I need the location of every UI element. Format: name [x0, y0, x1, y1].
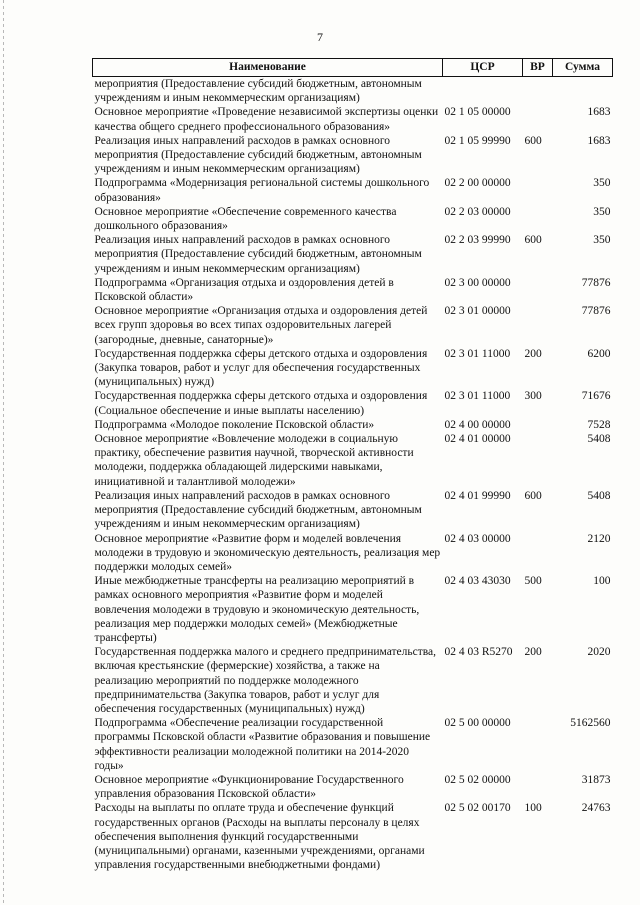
table-row	[93, 205, 613, 233]
cell-sum: 71676	[581, 390, 611, 403]
cell-name: мероприятия (Предоставление субсидий бюджетным, автономным учреждениям и иным некоммерческим организациям)	[94, 78, 422, 105]
cell-name: Подпрограмма «Молодое поколение Псковской области»	[94, 418, 375, 431]
cell-csr: 02 1 05 00000	[444, 106, 511, 119]
table-row	[93, 233, 613, 276]
cell-sum: 5408	[587, 433, 611, 446]
table-row	[93, 773, 613, 801]
header-vr: ВР	[523, 59, 553, 77]
cell-csr: 02 4 03 R5270	[444, 646, 513, 659]
cell-csr: 02 4 01 00000	[444, 433, 511, 446]
cell-vr	[523, 773, 553, 801]
cell-name: Расходы на выплаты по оплате труда и обеспечение функций государственных органов (Расходы на выплаты персоналу в целях обеспечения выполнения функций государственными (муниципальными) органами, казенными учреждениями, органами управления государственными внебюджетными фондами)	[94, 802, 425, 872]
cell-vr	[523, 532, 553, 575]
table-row	[93, 389, 613, 417]
cell-name: Основное мероприятие «Обеспечение современного качества дошкольного образования»	[94, 205, 397, 233]
cell-vr: 500	[524, 575, 542, 588]
scan-edge-line	[3, 0, 4, 905]
table-row	[93, 304, 613, 347]
table-row	[93, 532, 613, 575]
cell-csr: 02 5 00 00000	[444, 717, 511, 730]
cell-sum: 77876	[581, 276, 611, 289]
table-row	[93, 77, 613, 106]
cell-name: Основное мероприятие «Организация отдыха и оздоровления детей всех групп здоровья во всех типах оздоровительных лагерей (загородные, дневные, санаторные)»	[94, 305, 428, 346]
cell-vr	[523, 105, 553, 133]
cell-sum: 31873	[581, 773, 611, 786]
cell-vr	[523, 276, 553, 304]
cell-vr: 600	[524, 234, 542, 247]
cell-name: Основное мероприятие «Проведение независимой экспертизы оценки качества общего среднего профессионального образования»	[94, 106, 439, 133]
table-row	[93, 134, 613, 177]
table-row	[93, 432, 613, 489]
table-row	[93, 574, 613, 645]
cell-sum: 5162560	[570, 717, 611, 730]
cell-csr: 02 4 00 00000	[444, 418, 511, 431]
cell-sum	[553, 77, 613, 106]
cell-csr: 02 5 02 00170	[444, 802, 511, 815]
header-sum: Сумма	[553, 59, 613, 77]
cell-vr: 600	[524, 489, 542, 502]
header-csr: ЦСР	[443, 59, 523, 77]
cell-name: Государственная поддержка сферы детского отдыха и оздоровления (Социальное обеспечение и иные выплаты населению)	[94, 390, 428, 417]
cell-name: Реализация иных направлений расходов в рамках основного мероприятия (Предоставление субсидий бюджетным, автономным учреждениям и иным некоммерческим организациям)	[94, 489, 422, 531]
cell-name: Реализация иных направлений расходов в рамках основного мероприятия (Предоставление субсидий бюджетным, автономным учреждениям и иным некоммерческим организациям)	[94, 234, 422, 275]
cell-vr: 200	[524, 646, 542, 659]
cell-sum: 77876	[581, 305, 611, 318]
cell-vr: 600	[524, 134, 542, 147]
cell-csr: 02 3 01 00000	[444, 305, 511, 318]
cell-name: Основное мероприятие «Вовлечение молодежи в социальную практику, обеспечение развития научной, творческой активности молодежи, поддержка обладающей лидерскими навыками, инициативной и талантливой молодежи»	[94, 433, 414, 488]
cell-sum: 1683	[587, 134, 611, 147]
table-row	[93, 489, 613, 532]
cell-csr	[443, 77, 523, 106]
cell-sum: 350	[593, 205, 611, 218]
table-row	[93, 347, 613, 390]
cell-sum: 2020	[587, 646, 611, 659]
cell-name: Государственная поддержка сферы детского отдыха и оздоровления (Закупка товаров, работ и услуг для обеспечения государственных (муниципальных) нужд)	[94, 347, 428, 389]
cell-sum: 100	[593, 575, 611, 588]
cell-vr	[523, 205, 553, 233]
cell-sum: 6200	[587, 347, 611, 360]
cell-csr: 02 2 03 99990	[444, 234, 511, 247]
cell-name: Государственная поддержка малого и среднего предпринимательства, включая крестьянские (фермерские) хозяйства, а также на реализацию мероприятий по поддержке молодежного предпринимательства (Закупка товаров, работ и услуг для обеспечения государственных (муниципальных) нужд)	[94, 646, 437, 715]
cell-vr	[523, 432, 553, 489]
cell-csr: 02 2 00 00000	[444, 177, 511, 190]
cell-csr: 02 2 03 00000	[444, 205, 511, 218]
cell-vr: 100	[524, 802, 542, 815]
cell-name: Реализация иных направлений расходов в рамках основного мероприятия (Предоставление субсидий бюджетным, автономным учреждениям и иным некоммерческим организациям)	[94, 134, 422, 176]
cell-name: Основное мероприятие «Развитие форм и моделей вовлечения молодежи в трудовую и экономическую деятельность, реализация мер поддержки молодых семей»	[94, 532, 441, 573]
cell-sum: 24763	[581, 802, 611, 815]
header-row	[93, 59, 613, 77]
cell-vr	[523, 176, 553, 204]
cell-name: Основное мероприятие «Функционирование Государственного управления образования Псковской области»	[94, 773, 404, 801]
cell-vr: 300	[524, 390, 542, 403]
cell-vr	[523, 418, 553, 432]
table-row	[93, 176, 613, 204]
table-row	[93, 105, 613, 133]
cell-csr: 02 5 02 00000	[444, 773, 511, 786]
page-number: 7	[317, 30, 323, 44]
cell-vr	[523, 716, 553, 773]
cell-name: Подпрограмма «Организация отдыха и оздоровления детей в Псковской области»	[94, 276, 394, 304]
cell-vr	[523, 77, 553, 106]
table-row	[93, 801, 613, 872]
cell-name: Подпрограмма «Обеспечение реализации государственной программы Псковской области «Развитие образования и повышение эффективности реализации молодежной политики на 2014-2020 годы»	[94, 717, 431, 772]
cell-csr: 02 3 01 11000	[444, 347, 511, 360]
table-header	[93, 59, 613, 77]
table-body	[93, 77, 613, 873]
cell-vr: 200	[524, 347, 542, 360]
cell-csr: 02 4 03 00000	[444, 532, 511, 545]
cell-sum: 1683	[587, 106, 611, 119]
cell-name: Подпрограмма «Модернизация региональной системы дошкольного образования»	[94, 177, 430, 204]
cell-sum: 5408	[587, 489, 611, 502]
cell-csr: 02 1 05 99990	[444, 134, 511, 147]
cell-csr: 02 3 01 11000	[444, 390, 511, 403]
table-row	[93, 276, 613, 304]
cell-sum: 2120	[587, 532, 611, 545]
table-row	[93, 418, 613, 432]
table-row	[93, 716, 613, 773]
cell-sum: 350	[593, 177, 611, 190]
cell-csr: 02 4 03 43030	[444, 575, 511, 588]
cell-sum: 350	[593, 234, 611, 247]
cell-vr	[523, 304, 553, 347]
cell-sum: 7528	[587, 418, 611, 431]
table-row	[93, 645, 613, 716]
cell-name: Иные межбюджетные трансферты на реализацию мероприятий в рамках основного мероприятия «Развитие форм и моделей вовлечения молодежи в трудовую и экономическую деятельность, реализация мер поддержки молодых семей» (Межбюджетные трансферты)	[94, 575, 420, 644]
cell-csr: 02 3 00 00000	[444, 276, 511, 289]
cell-csr: 02 4 01 99990	[444, 489, 511, 502]
header-name: Наименование	[93, 59, 443, 77]
budget-table	[92, 58, 613, 872]
